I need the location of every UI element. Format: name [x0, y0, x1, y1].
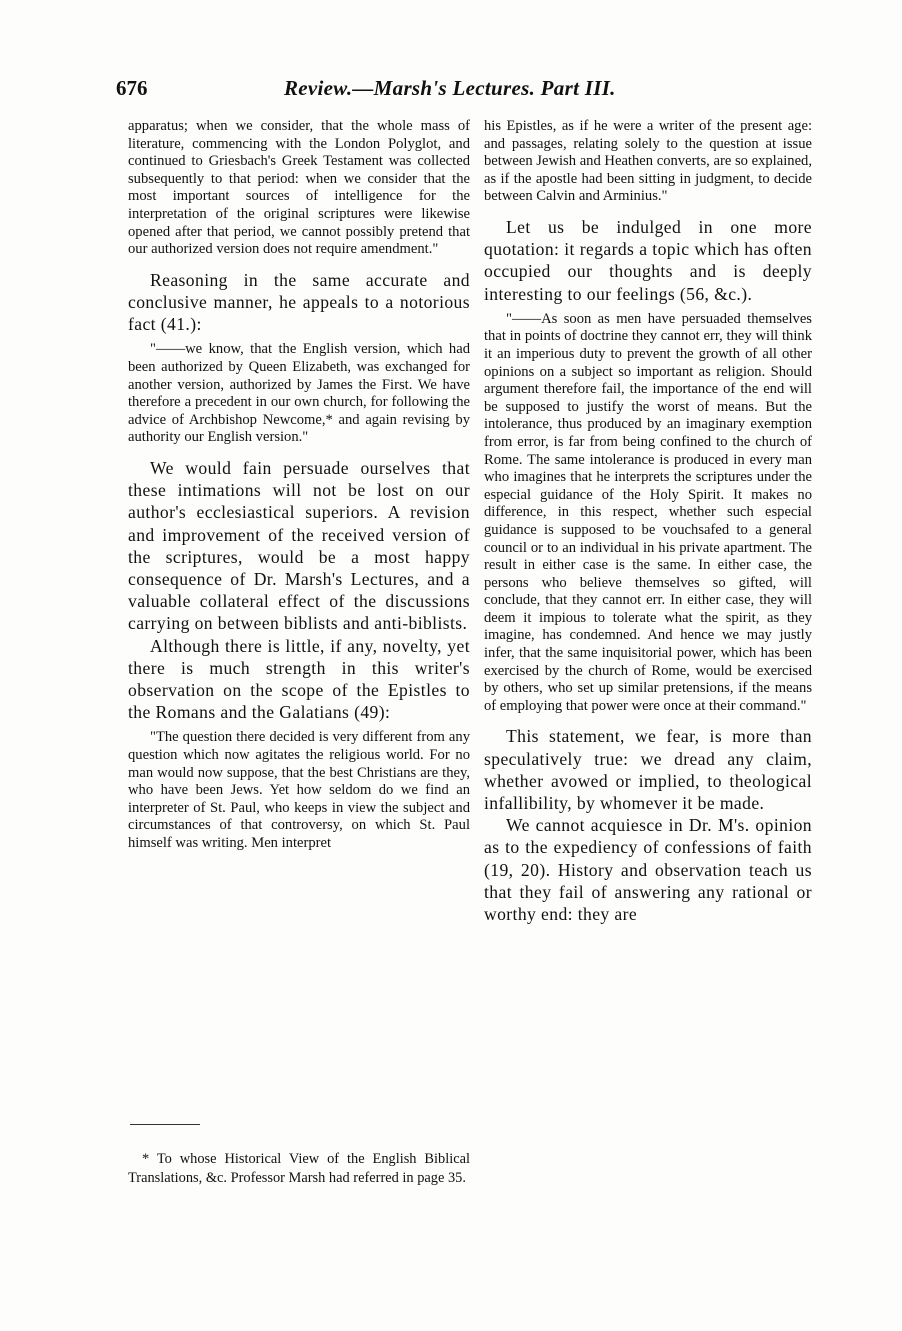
running-title: Review.—Marsh's Lectures. Part III.	[284, 76, 616, 100]
right-column	[484, 118, 812, 925]
left-paragraph-2: Reasoning in the same accurate and conclusive manner, he appeals to a notorious fact (41.):	[128, 269, 470, 335]
right-paragraph-1: his Epistles, as if he were a writer of the present age: and passages, relating solely to the question at issue between Jewish and Heathen converts, are so explained, as if the apostle had been sitting in judgment, to decide between Calvin and Arminius."	[484, 118, 812, 205]
footnote: * To whose Historical View of the English Biblical Translations, &c. Professor Marsh had referred in page 35.	[128, 1151, 470, 1186]
left-quote-3: "The question there decided is very different from any question which now agitates the religious world. For no man would now suppose, that the best Christians are they, who have been Jews. Yet how seldom do we find an interpreter of St. Paul, who keeps in view the subject and circumstances of that controversy, on which St. Paul himself was writing. Men interpret	[128, 729, 470, 851]
page-number: 676	[116, 76, 148, 100]
left-paragraph-4: Although there is little, if any, novelty, yet there is much strength in this writer's observation on the scope of the Epistles to the Romans and the Galatians (49):	[128, 635, 470, 723]
right-paragraph-2: Let us be indulged in one more quotation: it regards a topic which has often occupied our thoughts and is deeply interesting to our feelings (56, &c.).	[484, 216, 812, 304]
right-paragraph-3: This statement, we fear, is more than speculatively true: we dread any claim, whether avowed or implied, to theological infallibility, by whomever it be made.	[484, 726, 812, 814]
right-paragraph-4: We cannot acquiesce in Dr. M's. opinion as to the expediency of confessions of faith (19, 20). History and observation teach us that they fail of answering any rational or worthy end: they are	[484, 815, 812, 925]
left-quote-2: "——we know, that the English version, which had been authorized by Queen Elizabeth, was exchanged for another version, authorized by James the First. We have therefore a precedent in our own church, for following the advice of Archbishop Newcome,* and again revising by authority our English version."	[128, 341, 470, 446]
left-column	[128, 118, 470, 853]
right-quote-2: "——As soon as men have persuaded themselves that in points of doctrine they cannot err, they will think it an imperious duty to prevent the growth of all other opinions on a subject so important as religion. Should argument therefore fail, the importance of the end will be supposed to justify the worst of means. But the intolerance, thus produced by an imaginary exemption from error, is far from being confined to the church of Rome. The same intolerance is produced in every man who imagines that he interprets the scriptures under the especial guidance of the Holy Spirit. It makes no difference, in this respect, whether such especial guidance is supposed to be vouchsafed to a general council or to an individual in his private apartment. The result in either case is the same. In either case, the persons who believe themselves so gifted, will conclude, that they cannot err. In either case, they will deem it impious to tolerate what the spirit, as they imagine, has condemned. And hence we may justly infer, that the same inquisitorial power, which has been exercised by the church of Rome, would be exercised by others, who set up similar pretensions, if the means of employing that power were once at their command."	[484, 310, 812, 714]
running-header	[116, 76, 816, 106]
left-paragraph-1: apparatus; when we consider, that the whole mass of literature, commencing with the London Polyglot, and continued to Griesbach's Greek Testament was collected subsequently to that period: when we consider that the most important sources of intelligence for the interpretation of the original scriptures were likewise opened after that period, we cannot possibly pretend that our authorized version does not require amendment."	[128, 118, 470, 258]
footnote-divider	[130, 1124, 200, 1125]
left-paragraph-3: We would fain persuade ourselves that these intimations will not be lost on our author's ecclesiastical superiors. A revision and improvement of the received version of the scriptures, would be a most happy consequence of Dr. Marsh's Lectures, and a valuable collateral effect of the discussions carrying on between biblists and anti-biblists.	[128, 457, 470, 634]
